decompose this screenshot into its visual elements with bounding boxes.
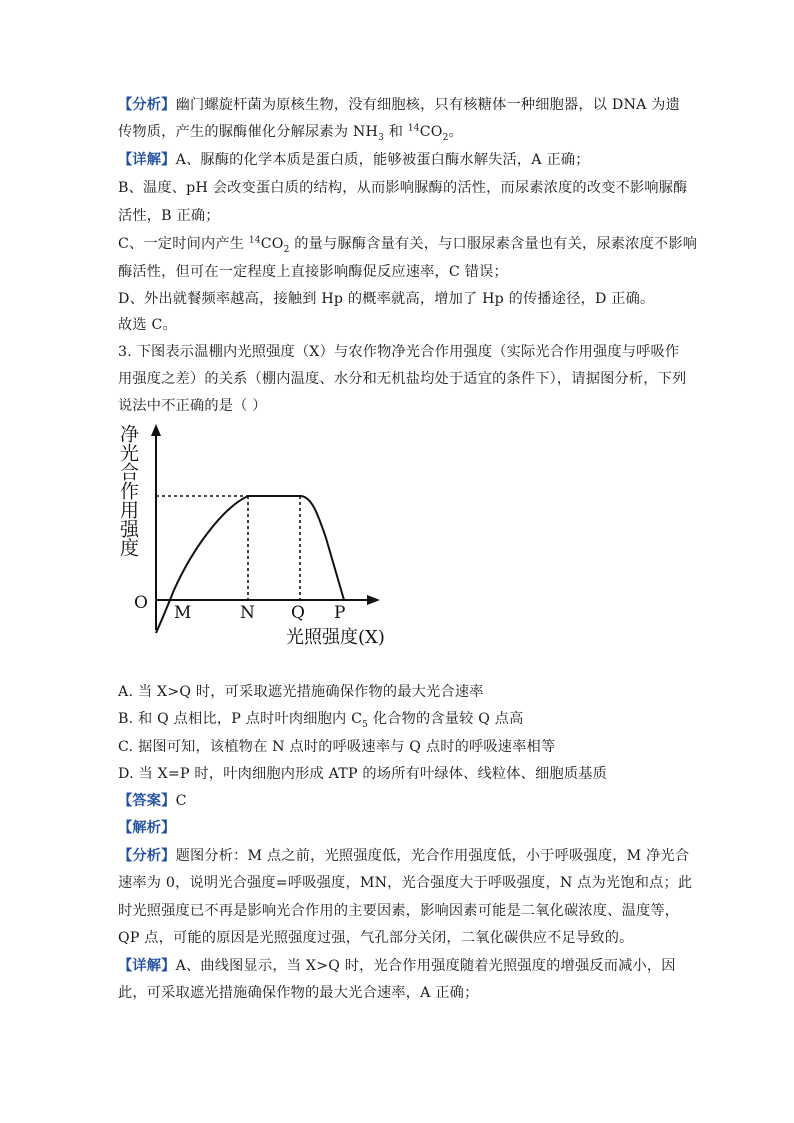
option-d: D. 当 X=P 时，叶肉细胞内形成 ATP 的场所有叶绿体、线粒体、细胞质基质 [118, 766, 608, 782]
analysis2-line1: 【分析】题图分析：M 点之前，光照强度低，光合作用强度低，小于呼吸强度，M 净光合 [118, 848, 690, 864]
x-axis-label: 光照强度(X) [286, 627, 385, 648]
point-q-label: Q [291, 603, 305, 623]
detail1-line4: C、一定时间内产生 $^{14}CO_2$ 的量与脲酶含量有关，与口服尿素含量也有关，尿素浓度不影响 [118, 235, 698, 255]
question3-line3: 说法中不正确的是（ ） [118, 398, 267, 414]
question3-line2: 用强度之差）的关系（棚内温度、水分和无机盐均处于适宜的条件下），请据图分析，下列 [118, 371, 687, 387]
answer-value: C [175, 793, 187, 809]
detail1-line1: 【详解】A、脲酶的化学本质是蛋白质，能够被蛋白酶水解失活，A 正确； [118, 152, 590, 168]
detail1-line2: B、温度、pH 会改变蛋白质的结构，从而影响脲酶的活性，而尿素浓度的改变不影响脲酶 [118, 180, 688, 196]
y-axis-arrow [151, 424, 161, 436]
analysis1-line2: 传物质，产生的脲酶催化分解尿素为 $NH_3$ 和 $^{14}CO_2$。 [118, 123, 463, 143]
detail1-line6: D、外出就餐频率越高，接触到 Hp 的概率就高，增加了 Hp 的传播途径，D 正确。 [118, 291, 655, 307]
point-n-label: N [240, 603, 255, 623]
analysis2-line3: 时光照强度已不再是影响光合作用的主要因素，影响因素可能是二氧化碳浓度、温度等， [118, 903, 680, 919]
analysis-tag: 【分析】 [118, 97, 176, 113]
detail1-line5: 酶活性，但可在一定程度上直接影响酶促反应速率，C 错误； [118, 264, 508, 280]
parse-line [118, 818, 176, 838]
detail-tag: 【详解】 [118, 152, 176, 168]
analysis2-line2: 速率为 0，说明光合强度=呼吸强度，MN，光合强度大于呼吸强度，N 点为光饱和点；此 [118, 875, 693, 891]
answer-line [118, 791, 187, 811]
detail1-line3: 活性，B 正确； [118, 208, 220, 224]
detail1-line7: 故选 C。 [118, 317, 177, 333]
light-photosynthesis-chart [112, 420, 402, 650]
question3-line1: 3. 下图表示温棚内光照强度（X）与农作物净光合作用强度（实际光合作用强度与呼吸作 [118, 344, 680, 360]
point-p-label: P [334, 603, 346, 623]
detail2-line2: 此，可采取遮光措施确保作物的最大光合速率，A 正确； [118, 985, 479, 1001]
option-c: C. 据图可知，该植物在 N 点时的呼吸速率与 Q 点时的呼吸速率相等 [118, 739, 556, 755]
y-axis-label: 净光合作用强度 [117, 424, 139, 557]
option-a: A. 当 X>Q 时，可采取遮光措施确保作物的最大光合速率 [118, 684, 484, 700]
point-m-label: M [174, 603, 192, 623]
origin-label: O [134, 593, 148, 613]
x-axis-arrow [367, 595, 380, 605]
analysis1-line1: 【分析】幽门螺旋杆菌为原核生物，没有细胞核，只有核糖体一种细胞器，以 DNA 为遗 [118, 97, 681, 113]
analysis2-line4: QP 点，可能的原因是光照强度过强，气孔部分关闭，二氧化碳供应不足导致的。 [118, 930, 634, 946]
option-b: B. 和 Q 点相比，P 点时叶肉细胞内 $C_5$ 化合物的含量较 Q 点高 [118, 711, 524, 730]
answer-tag: 【答案】 [118, 793, 176, 809]
detail2-line1: 【详解】A、曲线图显示，当 X>Q 时，光合作用强度随着光照强度的增强反而减小，因 [118, 958, 676, 974]
parse-tag: 【解析】 [118, 820, 176, 836]
